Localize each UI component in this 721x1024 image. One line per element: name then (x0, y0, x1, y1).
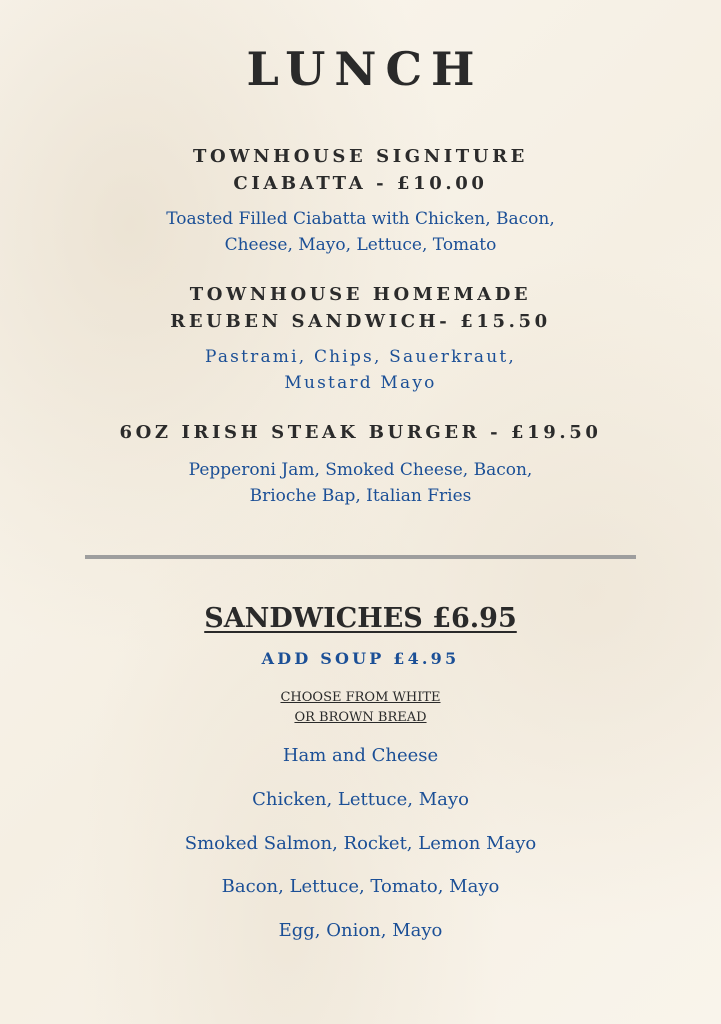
menu-item-name (0, 419, 721, 446)
bread-choice-line2: OR BROWN BREAD (294, 710, 427, 725)
menu-item-name (0, 281, 721, 335)
bread-choice-line1: CHOOSE FROM WHITE (280, 690, 441, 705)
menu-item-reuben (0, 281, 721, 396)
menu-item-description (0, 206, 721, 258)
sandwiches-heading: SANDWICHES £6.95 (204, 603, 517, 634)
menu-item-name-line1: TOWNHOUSE SIGNITURE (193, 146, 528, 167)
menu-item-desc-line2: Brioche Bap, Italian Fries (249, 486, 472, 506)
menu-item-name-line2: CIABATTA - £10.00 (233, 173, 488, 194)
menu-item-name (0, 143, 721, 197)
section-divider (85, 555, 636, 559)
page-title: LUNCH (246, 42, 484, 96)
sandwich-option: Chicken, Lettuce, Mayo (252, 789, 469, 810)
menu-item-burger (0, 419, 721, 509)
menu-item-description (0, 457, 721, 509)
menu-item-desc-line2: Mustard Mayo (284, 373, 437, 393)
menu-item-desc-line2: Cheese, Mayo, Lettuce, Tomato (224, 235, 497, 255)
sandwich-option: Smoked Salmon, Rocket, Lemon Mayo (184, 833, 537, 854)
add-soup-label: ADD SOUP £4.95 (261, 649, 460, 668)
menu-item-desc-line1: Toasted Filled Ciabatta with Chicken, Bacon, (166, 209, 555, 229)
sandwich-option: Egg, Onion, Mayo (278, 920, 443, 941)
sandwich-option: Ham and Cheese (282, 745, 439, 766)
menu-item-ciabatta (0, 143, 721, 258)
menu-item-desc-line1: Pastrami, Chips, Sauerkraut, (204, 347, 517, 367)
menu-item-desc-line1: Pepperoni Jam, Smoked Cheese, Bacon, (188, 460, 533, 480)
menu-item-name-line1: 6OZ IRISH STEAK BURGER - £19.50 (119, 422, 602, 443)
menu-item-description (0, 344, 721, 396)
menu-item-name-line2: REUBEN SANDWICH- £15.50 (170, 311, 551, 332)
bread-choice-note (0, 688, 721, 728)
sandwich-option: Bacon, Lettuce, Tomato, Mayo (221, 876, 500, 897)
menu-item-name-line1: TOWNHOUSE HOMEMADE (189, 284, 532, 305)
